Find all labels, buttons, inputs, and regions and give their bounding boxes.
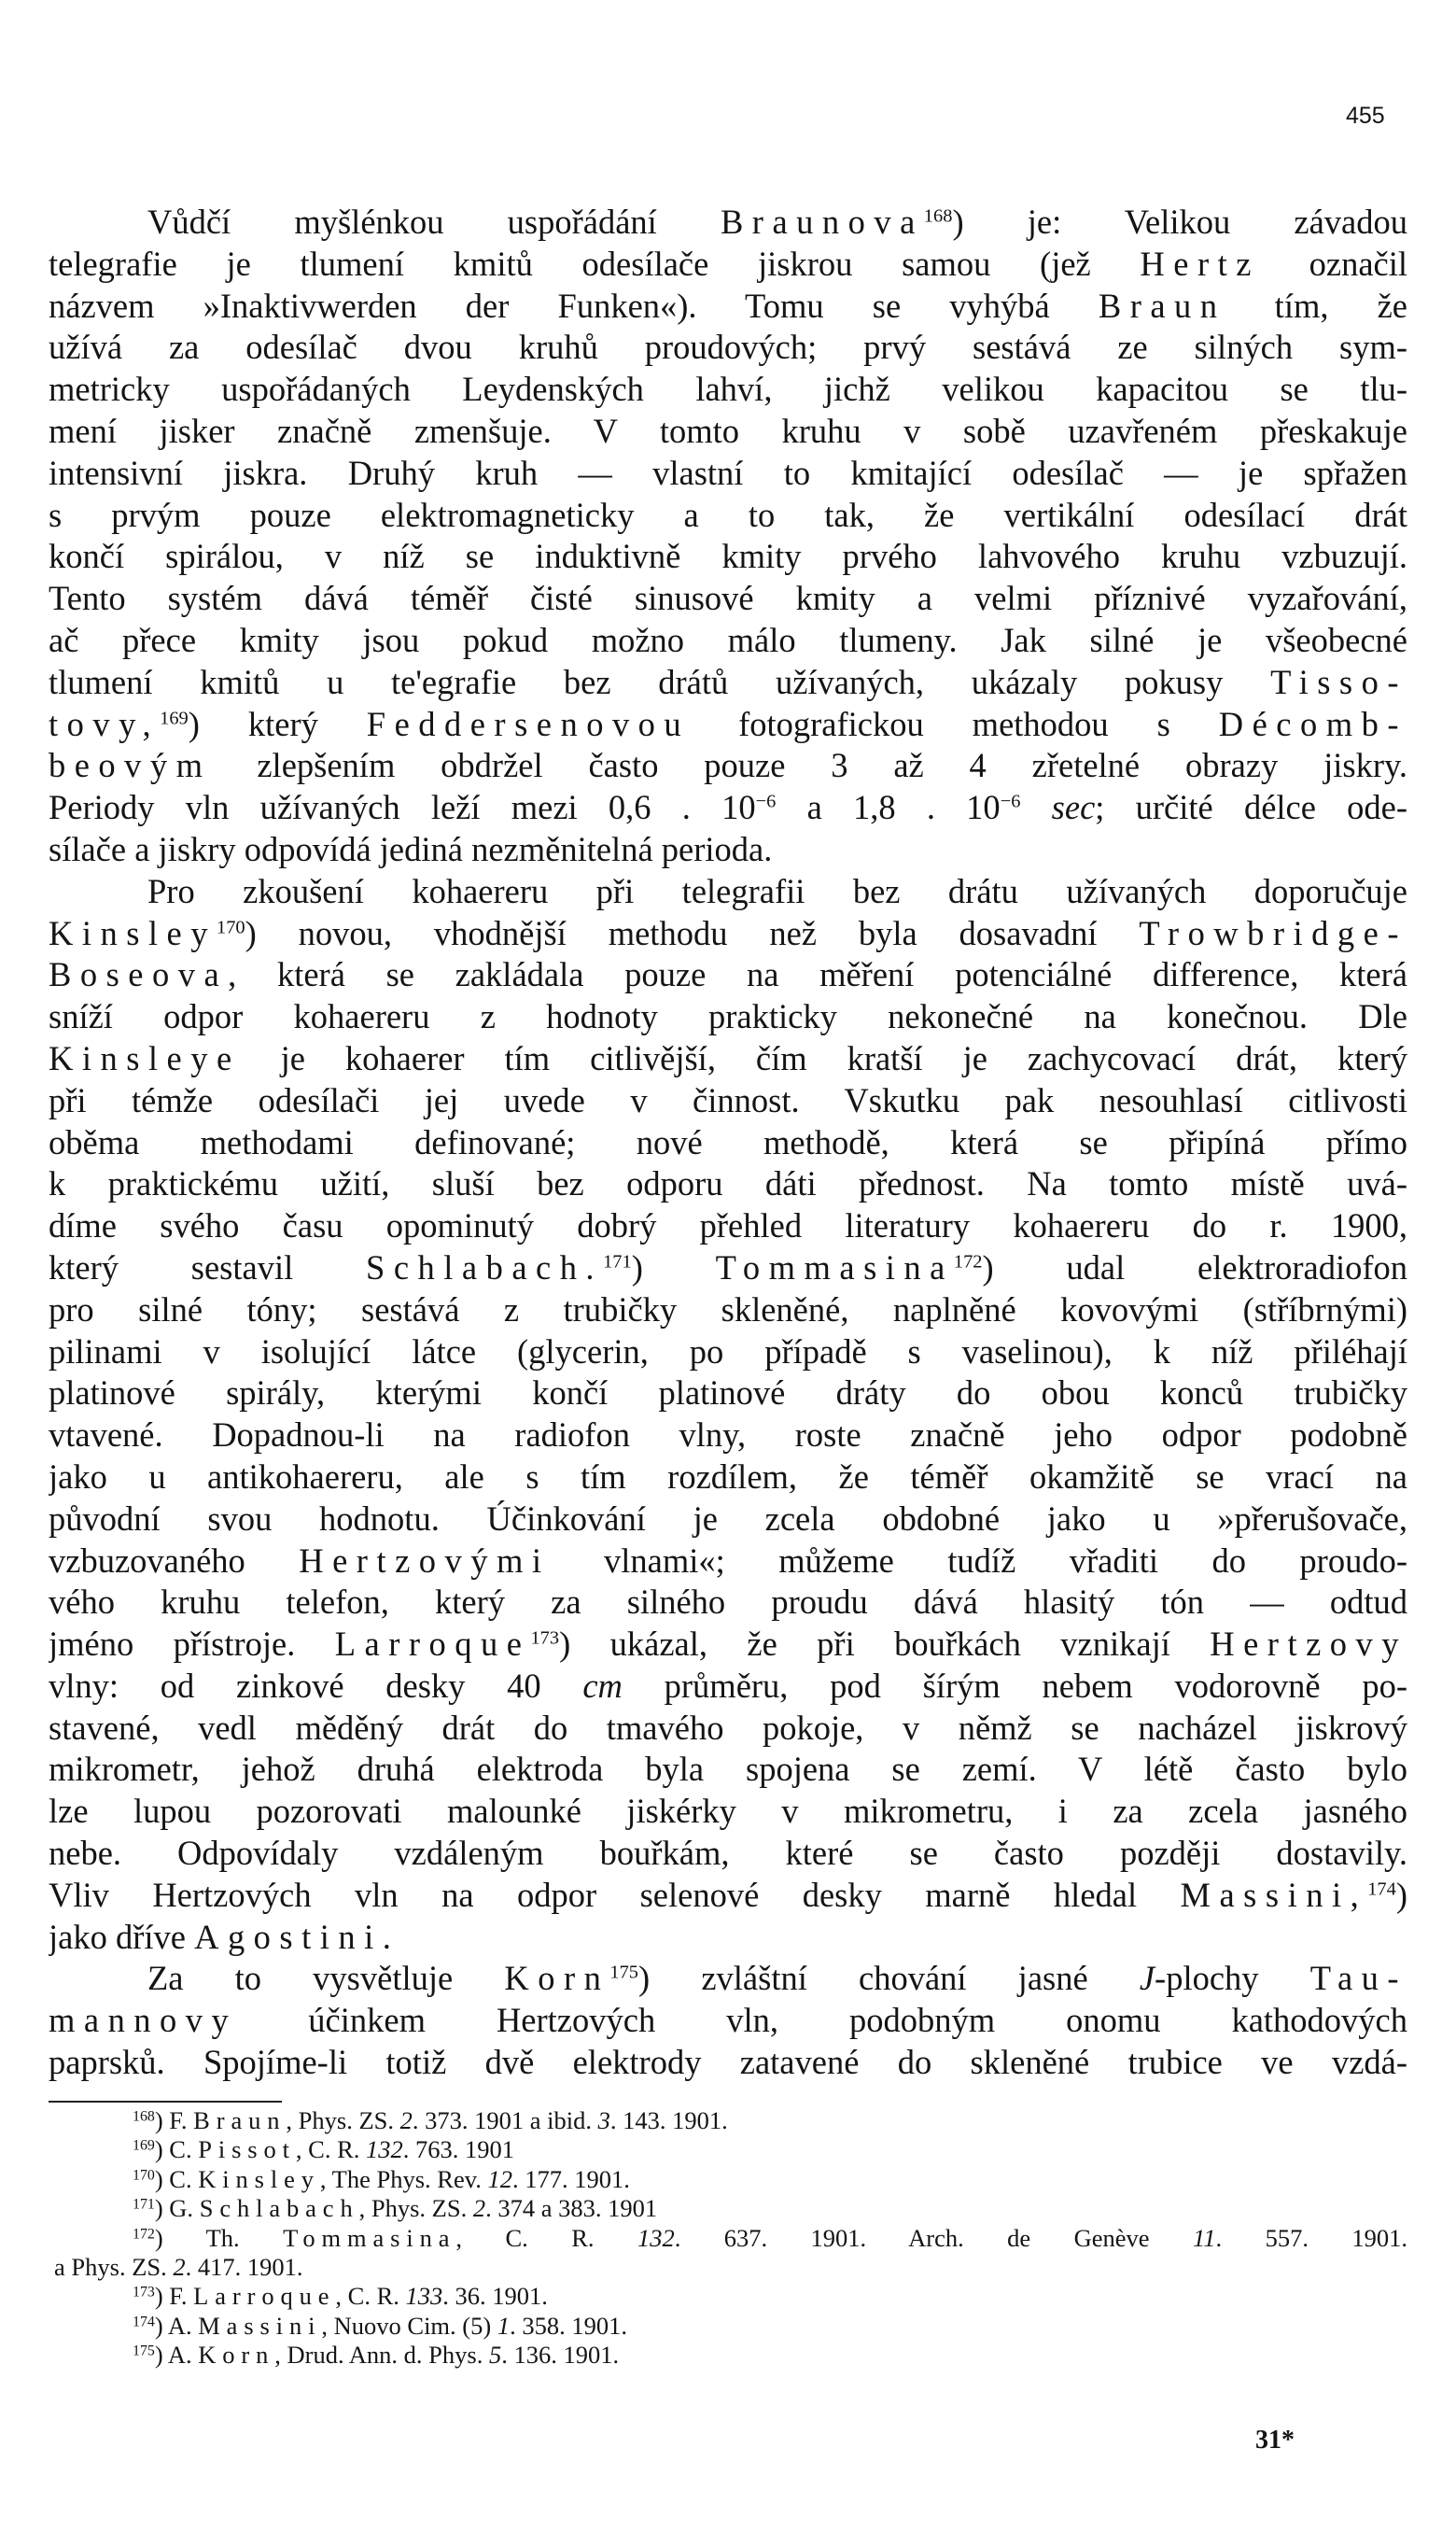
text-line: tovy,$^{169}$) který Feddersenovou fotografickou methodou s Décomb- — [49, 704, 1407, 743]
text-line: mení jisker značně zmenšuje. V tomto kruhu v sobě uzavřeném přeskakuje — [49, 411, 1407, 450]
footnote: $^{175}$) A. Korn, Drud. Ann. d. Phys. 5. 136. 1901. — [133, 2341, 620, 2370]
text-line: Pro zkoušení kohaereru při telegrafii bez drátu užívaných doporučuje — [147, 871, 1407, 910]
text-line: Za to vysvětluje Korn$^{175}$) zvláštní chování jasné J-plochy Tau- — [147, 1959, 1407, 1998]
text-line: k praktickému užití, sluší bez odporu dáti přednost. Na tomto místě uvá- — [49, 1164, 1407, 1203]
text-line: vtavené. Dopadnou-li na radiofon vlny, roste značně jeho odpor podobně — [49, 1415, 1407, 1455]
footnotes — [49, 2106, 1407, 2371]
text-line: sílače a jiskry odpovídá jediná nezměnitelná perioda. — [49, 829, 773, 868]
text-line: tlumení kmitů u te'egrafie bez drátů užívaných, ukázaly pokusy Tisso- — [49, 662, 1407, 701]
text-line: mannovy účinkem Hertzových vln, podobným onomu kathodových — [49, 2001, 1407, 2040]
text-line: Kinsley$^{170}$) novou, vhodnější methodu než byla dosavadní Trowbridge- — [49, 913, 1407, 952]
text-line: nebe. Odpovídaly vzdáleným bouřkám, které se často později dostavily. — [49, 1834, 1407, 1873]
text-line: užívá za odesílač dvou kruhů proudových; prvý sestává ze silných sym- — [49, 328, 1407, 367]
text-line: sníží odpor kohaereru z hodnoty prakticky nekonečné na konečnou. Dle — [49, 997, 1407, 1036]
text-line: končí spirálou, v níž se induktivně kmity prvého lahvového kruhu vzbuzují. — [49, 537, 1407, 576]
footnote: $^{172}$) Th. Tommasina, C. R. 132. 637. 1901. Arch. de Genève 11. 557. 1901. — [133, 2223, 1408, 2252]
text-line: při témže odesílači jej uvede v činnost. Vskutku pak nesouhlasí citlivosti — [49, 1080, 1407, 1119]
body-text — [49, 202, 1407, 2084]
text-line: platinové spirály, kterými končí platinové dráty do obou konců trubičky — [49, 1373, 1407, 1413]
text-line: Tento systém dává téměř čisté sinusové kmity a velmi příznivé vyzařování, — [49, 579, 1407, 618]
footnote: $^{174}$) A. Massini, Nuovo Cim. (5) 1. 358. 1901. — [133, 2311, 627, 2340]
footnote: $^{170}$) C. Kinsley, The Phys. Rev. 12. 177. 1901. — [133, 2164, 630, 2193]
text-line: Kinsleye je kohaerer tím citlivější, čím kratší je zachycovací drát, který — [49, 1038, 1407, 1077]
text-line: Periody vln užívaných leží mezi 0,6 . $10^{-6}$ a 1,8 . $10^{-6}$ sec; určité délce ode- — [49, 788, 1407, 827]
page-number: 455 — [1346, 103, 1385, 129]
text-line: oběma methodami definované; nové methodě, která se připíná přímo — [49, 1122, 1407, 1161]
text-line: lze lupou pozorovati malounké jiskérky v mikrometru, i za zcela jasného — [49, 1792, 1407, 1831]
text-line: jako dříve Agostini. — [49, 1917, 391, 1956]
text-line: Boseova, která se zakládala pouze na měření potenciálné difference, která — [49, 955, 1407, 994]
footnote: $^{169}$) C. Pissot, C. R. 132. 763. 1901 — [133, 2135, 515, 2164]
text-line: Vliv Hertzových vln na odpor selenové desky marně hledal Massini,$^{174}$) — [49, 1875, 1407, 1914]
text-line: telegrafie je tlumení kmitů odesílače jiskrou samou (jež Hertz označil — [49, 244, 1407, 283]
footnote: $^{173}$) F. Larroque, C. R. 133. 36. 1901. — [133, 2282, 548, 2311]
text-line: původní svou hodnotu. Účinkování je zcela obdobné jako u »přerušovače, — [49, 1499, 1407, 1538]
text-line: ač přece kmity jsou pokud možno málo tlumeny. Jak silné je všeobecné — [49, 620, 1407, 659]
text-line: intensivní jiskra. Druhý kruh — vlastní to kmitající odesílač — je spřažen — [49, 453, 1407, 492]
text-line: jako u antikohaereru, ale s tím rozdílem, že téměř okamžitě se vrací na — [49, 1456, 1407, 1496]
text-line: který sestavil Schlabach.$^{171}$) Tommasina$^{172}$) udal elektroradiofon — [49, 1247, 1407, 1287]
text-line: metricky uspořádaných Leydenských lahví, jichž velikou kapacitou se tlu- — [49, 370, 1407, 409]
text-line: jméno přístroje. Larroque$^{173}$) ukázal, že při bouřkách vznikají Hertzovy — [49, 1625, 1407, 1664]
text-line: stavené, vedl měděný drát do tmavého pokoje, v němž se nacházel jiskrový — [49, 1708, 1407, 1747]
text-line: pilinami v isolující látce (glycerin, po případě s vaselinou), k níž přiléhají — [49, 1331, 1407, 1371]
text-line: paprsků. Spojíme-li totiž dvě elektrody zatavené do skleněné trubice ve vzdá- — [49, 2043, 1407, 2082]
signature-mark: 31* — [1255, 2426, 1295, 2455]
text-line: s prvým pouze elektromagneticky a to tak, že vertikální odesílací drát — [49, 495, 1407, 534]
text-line: vlny: od zinkové desky 40 cm průměru, pod šírým nebem vodorovně po- — [49, 1666, 1407, 1705]
text-line: vého kruhu telefon, který za silného proudu dává hlasitý tón — odtud — [49, 1583, 1407, 1622]
text-line: pro silné tóny; sestává z trubičky skleněné, naplněné kovovými (stříbrnými) — [49, 1289, 1407, 1329]
text-line: beovým zlepšením obdržel často pouze 3 až 4 zřetelné obrazy jiskry. — [49, 746, 1407, 785]
text-line: Vůdčí myšlénkou uspořádání Braunova$^{168}$) je: Velikou závadou — [147, 203, 1407, 241]
text-line: názvem »Inaktivwerden der Funken«). Tomu se vyhýbá Braun tím, že — [49, 286, 1407, 325]
footnote: $^{168}$) F. Braun, Phys. ZS. 2. 373. 1901 a ibid. 3. 143. 1901. — [133, 2106, 728, 2134]
text-line: mikrometr, jehož druhá elektroda byla spojena se zemí. V létě často bylo — [49, 1750, 1407, 1789]
footnote: $^{171}$) G. Schlabach, Phys. ZS. 2. 374 a 383. 1901 — [133, 2194, 658, 2223]
text-line: vzbuzovaného Hertzovými vlnami«; můžeme tudíž vřaditi do proudo- — [49, 1541, 1407, 1580]
text-line: díme svého času opominutý dobrý přehled literatury kohaereru do r. 1900, — [49, 1206, 1407, 1245]
footnote-continuation: a Phys. ZS. 2. 417. 1901. — [54, 2252, 303, 2281]
footnote-rule — [49, 2101, 282, 2103]
